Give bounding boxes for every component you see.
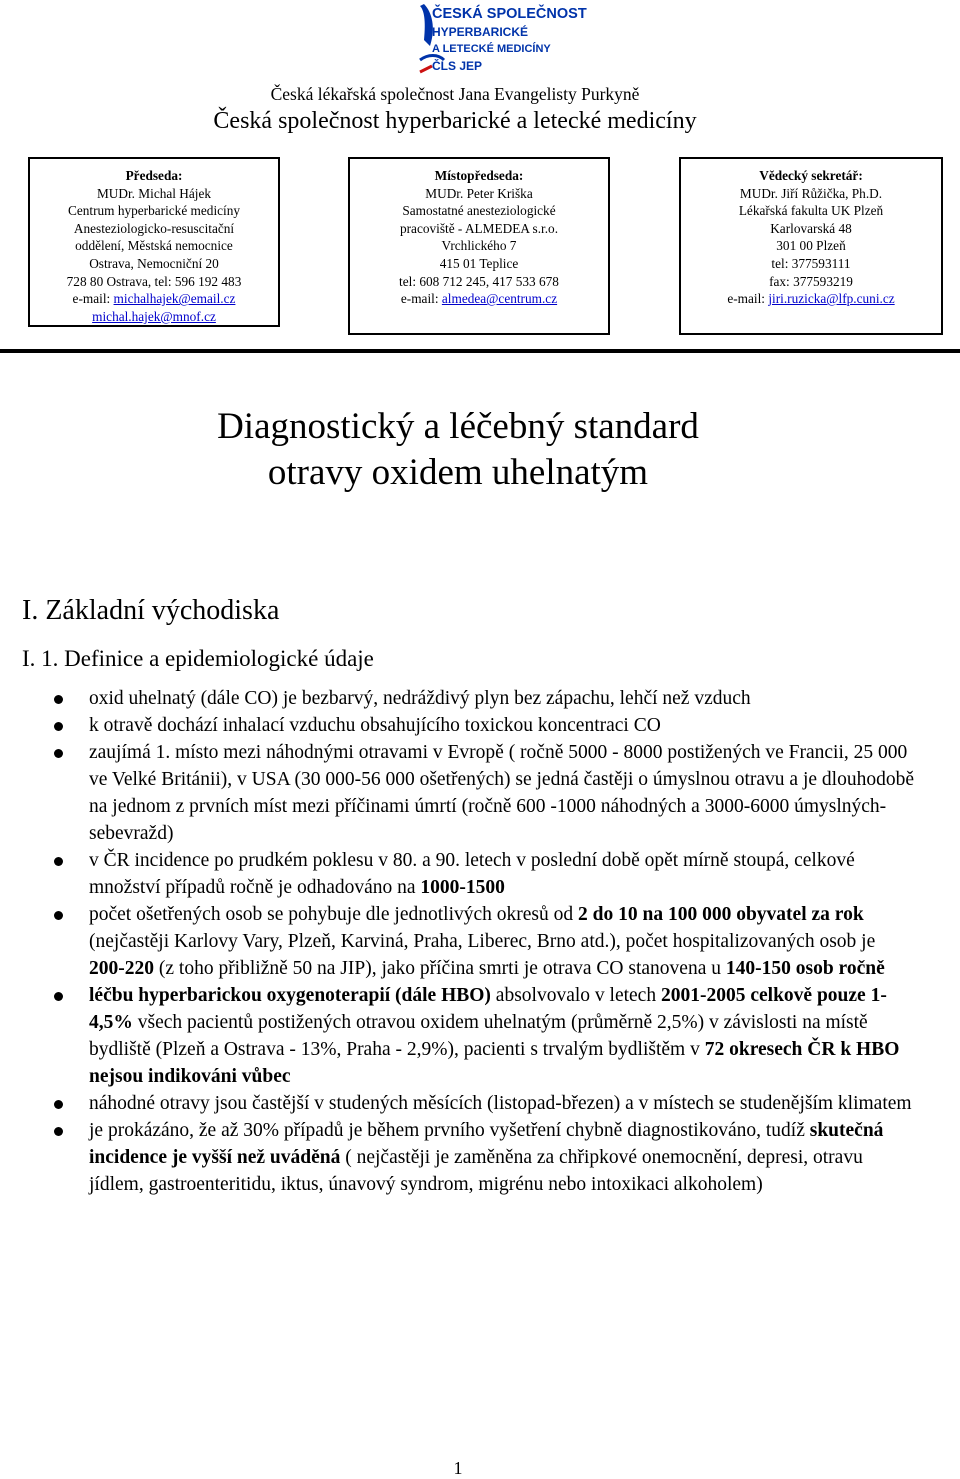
logo-line-1: ČESKÁ SPOLEČNOST bbox=[432, 6, 587, 22]
text-run: zaujímá 1. místo mezi náhodnými otravami v Evropě ( ročně 5000 - 8000 postižených ve Francii, 25 000 ve Velké Británii), v USA (30 000-56 000 ošetřených) se jedná častěji o úmyslnou otravu a je dlouhodobě na jednom z prvních míst mezi příčinami úmrtí (ročně 600 -1000 náhodných a 3000-6000 úmyslných- sebevražd) bbox=[89, 742, 914, 844]
box-line: Centrum hyperbarické medicíny bbox=[67, 203, 241, 219]
society-logo bbox=[418, 0, 587, 78]
title-line1: Diagnostický a léčebný standard bbox=[217, 406, 699, 447]
box-line: Lékařská fakulta UK Plzeň bbox=[738, 203, 884, 219]
box-line: Karlovarská 48 bbox=[770, 220, 852, 236]
org-name-line1: Česká lékařská společnost Jana Evangelisty Purkyně bbox=[270, 84, 640, 104]
text-run: absolvovalo v letech bbox=[490, 985, 661, 1006]
page-number: 1 bbox=[453, 1458, 463, 1478]
text-run: (z toho přibližně 50 na JIP), jako příčina smrti je otrava CO stanovena u bbox=[154, 958, 726, 979]
document-title bbox=[0, 404, 916, 496]
chair-contact-box bbox=[28, 157, 280, 327]
box-email-row bbox=[350, 290, 608, 308]
bullet-dot-icon bbox=[54, 1100, 63, 1109]
bullet-dot-icon bbox=[54, 749, 63, 758]
box-email-row bbox=[30, 290, 278, 308]
email-link[interactable]: jiri.ruzicka@lfp.cuni.cz bbox=[768, 291, 895, 307]
box-line: pracoviště - ALMEDEA s.r.o. bbox=[399, 220, 559, 236]
bold-text: 72 okresech ČR k HBO nejsou indikováni vůbec bbox=[89, 1039, 900, 1087]
box-line: tel: 377593111 bbox=[771, 255, 851, 271]
box-line: fax: 377593219 bbox=[769, 273, 853, 289]
logo-line-2: HYPERBARICKÉ bbox=[432, 25, 529, 39]
box-line: 301 00 Plzeň bbox=[776, 238, 846, 254]
bold-text: 2 do 10 na 100 000 obyvatel za rok bbox=[578, 904, 864, 925]
bullet-item bbox=[54, 901, 914, 982]
title-line2: otravy oxidem uhelnatým bbox=[267, 452, 649, 493]
box-line: MUDr. Peter Kriška bbox=[425, 185, 533, 201]
box-line: Anesteziologicko-resuscitační bbox=[73, 220, 235, 236]
text-run: v ČR incidence po prudkém poklesu v 80. a 90. letech v poslední době opět mírně stoupá, celkové množství případů ročně je odhadováno na bbox=[89, 850, 855, 898]
section-heading: I. Základní východiska bbox=[22, 595, 280, 626]
box-line: Ostrava, Nemocniční 20 bbox=[89, 255, 219, 271]
bullet-item bbox=[54, 685, 914, 712]
bullet-item bbox=[54, 1117, 914, 1198]
bullet-item bbox=[54, 847, 914, 901]
box-line: MUDr. Jiří Růžička, Ph.D. bbox=[739, 185, 883, 201]
box-role: Předseda: bbox=[125, 168, 183, 183]
header-divider bbox=[0, 349, 960, 353]
box-role: Místopředseda: bbox=[434, 168, 524, 183]
bullet-dot-icon bbox=[54, 992, 63, 1001]
box-email-row bbox=[681, 290, 941, 308]
bullet-item bbox=[54, 982, 914, 1090]
text-run: (nejčastěji Karlovy Vary, Plzeň, Karviná, Praha, Liberec, Brno atd.), počet hospitalizovaných osob je bbox=[89, 931, 876, 952]
email-label: e-mail: bbox=[727, 291, 765, 307]
text-run: je prokázáno, že až 30% případů je během prvního vyšetření chybně diagnostikováno, tudíž bbox=[89, 1120, 810, 1141]
box-line: tel: 608 712 245, 417 533 678 bbox=[399, 273, 559, 289]
text-run: k otravě dochází inhalací vzduchu obsahujícího toxickou koncentraci CO bbox=[89, 715, 661, 736]
text-run: všech pacientů postižených otravou oxidem uhelnatým (průměrně 2,5%) v závislosti na místě bydliště (Plzeň a Ostrava - 13%, Praha - 2,9%), pacienti s trvalým bydlištěm v bbox=[89, 1012, 868, 1060]
bold-text: 2001-2005 celkově pouze 1- 4,5% bbox=[89, 985, 887, 1033]
secretary-contact-box bbox=[679, 157, 943, 335]
email-link[interactable]: michal.hajek@mnof.cz bbox=[92, 308, 216, 324]
bullet-dot-icon bbox=[54, 911, 63, 920]
bullet-item bbox=[54, 739, 914, 847]
subsection-heading: I. 1. Definice a epidemiologické údaje bbox=[22, 646, 374, 671]
email-label: e-mail: bbox=[72, 291, 111, 307]
bullet-dot-icon bbox=[54, 1127, 63, 1136]
bold-text: 1000-1500 bbox=[420, 877, 505, 898]
text-run: ( nejčastěji je zaměněna za chřipkové onemocnění, depresi, otravu jídlem, gastroenteritidu, iktus, únavový syndrom, migrénu nebo intoxikaci alkoholem) bbox=[89, 1147, 863, 1195]
bullet-dot-icon bbox=[54, 695, 63, 704]
logo-line-3: A LETECKÉ MEDICÍNY bbox=[432, 43, 551, 55]
box-line: oddělení, Městská nemocnice bbox=[75, 238, 233, 254]
box-line: Vrchlického 7 bbox=[441, 238, 517, 254]
bullet-dot-icon bbox=[54, 857, 63, 866]
bold-text: 200-220 bbox=[89, 958, 154, 979]
email-link[interactable]: michalhajek@email.cz bbox=[113, 291, 236, 307]
text-run: náhodné otravy jsou častější v studených měsících (listopad-březen) a v místech se studenějším klimatem bbox=[89, 1093, 912, 1114]
bullet-item bbox=[54, 1090, 914, 1117]
vice-chair-contact-box bbox=[348, 157, 610, 335]
box-line: 415 01 Teplice bbox=[439, 255, 519, 271]
epidemiology-bullet-list bbox=[54, 685, 914, 1198]
email-label: e-mail: bbox=[400, 291, 439, 307]
box-line: MUDr. Michal Hájek bbox=[96, 185, 212, 201]
bullet-dot-icon bbox=[54, 722, 63, 731]
bold-text: skutečná incidence je vyšší než uváděná bbox=[89, 1120, 884, 1168]
text-run: počet ošetřených osob se pohybuje dle jednotlivých okresů od bbox=[89, 904, 579, 925]
bold-text: 140-150 osob ročně bbox=[725, 958, 885, 979]
box-line: 728 80 Ostrava, tel: 596 192 483 bbox=[66, 273, 242, 289]
org-name-line2: Česká společnost hyperbarické a letecké medicíny bbox=[213, 108, 697, 134]
email-link[interactable]: almedea@centrum.cz bbox=[441, 291, 558, 307]
text-run: oxid uhelnatý (dále CO) je bezbarvý, nedráždivý plyn bez zápachu, lehčí než vzduch bbox=[89, 688, 751, 709]
bullet-item bbox=[54, 712, 914, 739]
box-line: Samostatné anesteziologické bbox=[402, 203, 556, 219]
box-role: Vědecký sekretář: bbox=[759, 168, 863, 183]
logo-line-4: ČLS JEP bbox=[432, 59, 483, 73]
bold-text: léčbu hyperbarickou oxygenoterapií (dále HBO) bbox=[89, 985, 491, 1006]
box-email-row bbox=[30, 308, 278, 326]
